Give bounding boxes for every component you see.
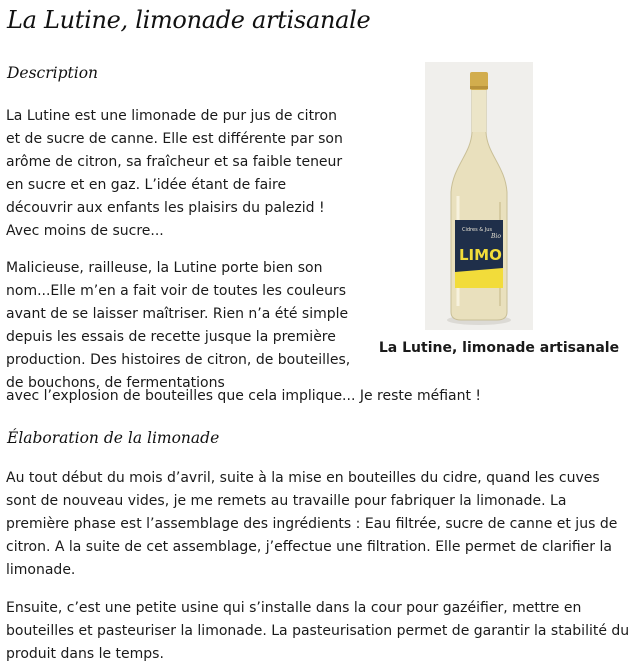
bottle-caption: La Lutine, limonade artisanale [378,340,620,356]
label-sub-text: Bio [491,233,501,240]
label-top-text: Cidres & Jus [462,227,493,233]
lemonade-bottle-image [425,62,533,330]
elaboration-paragraph-1: Au tout début du mois d’avril, suite à la mise en bouteilles du cidre, quand les cuves sont de nouveau vides, je me remets au travaille pour fabriquer la limonade. La première phase est l’assemblage des ingrédients : Eau filtrée, sucre de canne et jus de citron. A la suite de cet assemblage, j’effectue une filtration. Elle permet de clarifier la limonade. [6,470,618,578]
label-brand-text: LIMO [459,246,502,264]
elaboration-heading: Élaboration de la limonade [7,429,220,447]
bottle-cap-ring [470,86,488,89]
page-title: La Lutine, limonade artisanale [7,6,371,34]
description-paragraph-2-end: avec l’explosion de bouteilles que cela implique... Je reste méfiant ! [6,388,482,404]
elaboration-paragraph-2: Ensuite, c’est une petite usine qui s’installe dans la cour pour gazéifier, mettre en bouteilles et pasteuriser la limonade. La pasteurisation permet de garantir la stabilité du produit dans le temps. [6,600,630,662]
bottle-neck [472,88,486,132]
description-heading: Description [7,64,99,82]
description-paragraph-1: La Lutine est une limonade de pur jus de citron et de sucre de canne. Elle est différente par son arôme de citron, sa fraîcheur et sa faible teneur en sucre et en gaz. L’idée étant de faire découvrir aux enfants les plaisirs du palezid ! Avec moins de sucre... [6,108,343,239]
bottle-photo [425,62,533,330]
description-paragraph-2: Malicieuse, railleuse, la Lutine porte bien son nom...Elle m’en a fait voir de toutes les couleurs avant de se laisser maîtriser. Rien n’a été simple depuis les essais de recette jusque la première production. Des histoires de citron, de bouteilles, de bouchons, de fermentations [6,260,351,391]
